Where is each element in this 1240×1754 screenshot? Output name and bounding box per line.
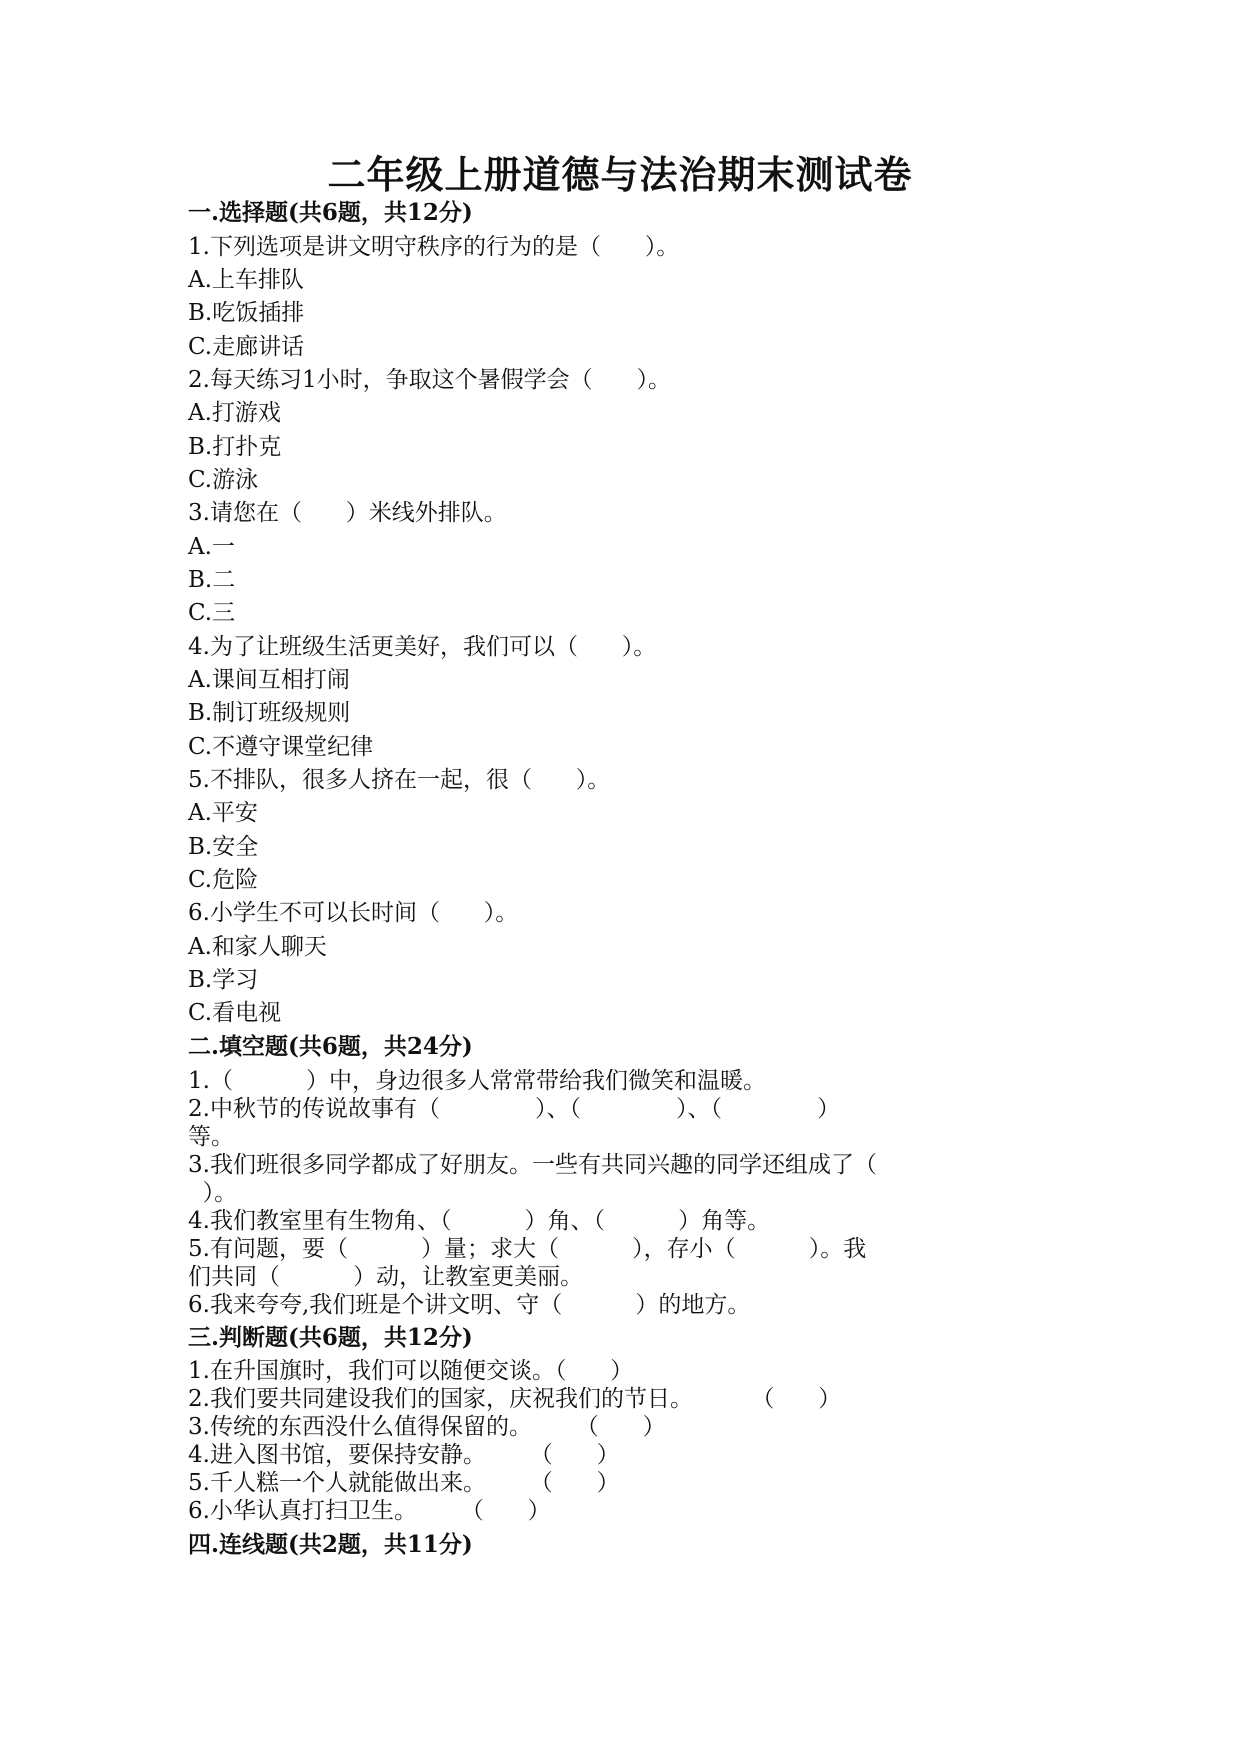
question-line: 4.我们教室里有生物角、（ ）角、（ ）角等。 xyxy=(188,1208,771,1234)
option-line: A.打游戏 xyxy=(188,400,281,426)
question-line: 6.我来夸夸,我们班是个讲文明、守（ ）的地方。 xyxy=(188,1292,751,1318)
question-line: 2.我们要共同建设我们的国家，庆祝我们的节日。 （ ） xyxy=(188,1386,842,1412)
question-line: 4.进入图书馆，要保持安静。 （ ） xyxy=(188,1442,620,1468)
option-line: B.制订班级规则 xyxy=(188,700,351,726)
option-line: A.课间互相打闹 xyxy=(188,667,350,693)
option-line: B.打扑克 xyxy=(188,434,282,460)
option-line: C.不遵守课堂纪律 xyxy=(188,734,374,760)
question-line: 5.千人糕一个人就能做出来。 （ ） xyxy=(188,1470,620,1496)
option-line: B.安全 xyxy=(188,834,259,860)
section-heading-choice: 一.选择题(共6题，共12分) xyxy=(188,199,473,226)
question-line: 5.不排队，很多人挤在一起，很（ ）。 xyxy=(188,767,611,793)
section-heading-true-false: 三.判断题(共6题，共12分) xyxy=(188,1324,473,1351)
question-line: 2.每天练习1小时，争取这个暑假学会（ ）。 xyxy=(188,367,671,393)
option-line: C.走廊讲话 xyxy=(188,334,305,360)
option-line: C.危险 xyxy=(188,867,259,893)
question-line-continued: ）。 xyxy=(188,1180,238,1206)
option-line: B.吃饭插排 xyxy=(188,300,305,326)
option-line: B.学习 xyxy=(188,967,259,993)
option-line: C.游泳 xyxy=(188,467,259,493)
option-line: A.平安 xyxy=(188,800,258,826)
option-line: A.和家人聊天 xyxy=(188,934,327,960)
question-line: 3.我们班很多同学都成了好朋友。一些有共同兴趣的同学还组成了（ xyxy=(188,1152,877,1178)
page-title: 二年级上册道德与法治期末测试卷 xyxy=(327,152,913,197)
question-line: 3.传统的东西没什么值得保留的。 （ ） xyxy=(188,1414,666,1440)
question-line: 5.有问题，要（ ）量；求大（ ），存小（ ）。我 xyxy=(188,1236,867,1262)
option-line: B.二 xyxy=(188,567,236,593)
question-line-continued: 们共同（ ）动，让教室更美丽。 xyxy=(188,1264,584,1290)
section-heading-matching: 四.连线题(共2题，共11分) xyxy=(188,1531,473,1558)
question-line: 2.中秋节的传说故事有（ ）、（ ）、（ ） xyxy=(188,1096,841,1122)
option-line: A.上车排队 xyxy=(188,267,304,293)
option-line: C.看电视 xyxy=(188,1000,282,1026)
question-line: 1.（ ）中，身边很多人常常带给我们微笑和温暖。 xyxy=(188,1068,767,1094)
question-line: 6.小华认真打扫卫生。 （ ） xyxy=(188,1498,551,1524)
question-line: 1.在升国旗时，我们可以随便交谈。（ ） xyxy=(188,1358,634,1384)
question-line: 1.下列选项是讲文明守秩序的行为的是（ ）。 xyxy=(188,234,680,260)
option-line: A.一 xyxy=(188,534,235,560)
question-line: 3.请您在（ ）米线外排队。 xyxy=(188,500,507,526)
question-line: 4.为了让班级生活更美好，我们可以（ ）。 xyxy=(188,634,657,660)
question-line: 6.小学生不可以长时间（ ）。 xyxy=(188,900,519,926)
option-line: C.三 xyxy=(188,600,236,626)
question-line-continued: 等。 xyxy=(188,1124,234,1150)
section-heading-fill-blank: 二.填空题(共6题，共24分) xyxy=(188,1033,473,1060)
